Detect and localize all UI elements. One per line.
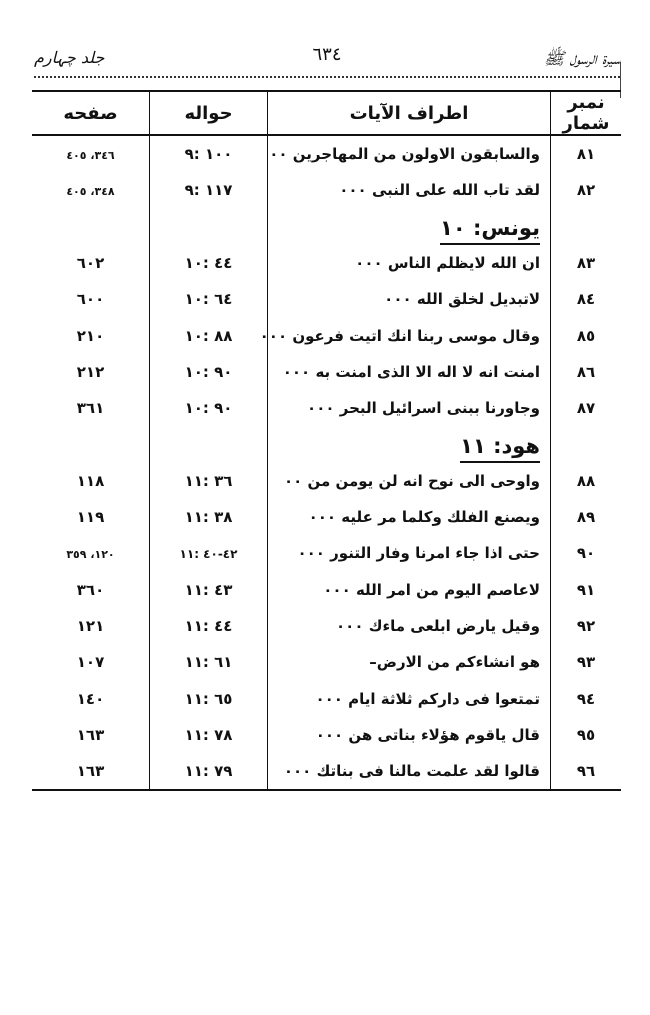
verse-opening: وقال موسى ربنا انك اتيت فرعون ٠٠٠ xyxy=(259,326,540,345)
empty-cell xyxy=(150,209,268,245)
column-header-verse: اطراف الآيات xyxy=(268,91,551,135)
empty-cell xyxy=(32,209,150,245)
page-references: ١١٨ xyxy=(76,471,105,490)
entry-number-cell xyxy=(551,753,622,790)
table-body xyxy=(32,135,621,790)
verse-reference-cell xyxy=(150,245,268,281)
verse-reference: ٩: ١١٧ xyxy=(184,181,233,200)
verse-opening-cell xyxy=(268,245,551,281)
entry-number: ٩٦ xyxy=(576,762,596,781)
verse-opening: لقد تاب الله على النبى ٠٠٠ xyxy=(339,181,540,200)
verse-opening: ويصنع الفلك وكلما مر عليه ٠٠٠ xyxy=(308,508,540,527)
entry-number: ٩١ xyxy=(576,580,596,599)
verse-opening: قال ياقوم هؤلاء بناتى هن ٠٠٠ xyxy=(315,725,540,744)
surah-heading-row xyxy=(32,426,621,462)
page-references: ٣٤٨، ٤٠٥ xyxy=(66,185,115,199)
page-references: ١٢٠، ٣٥٩ xyxy=(66,548,115,562)
table-row xyxy=(32,317,621,353)
entry-number-cell xyxy=(551,317,622,353)
verse-opening-cell xyxy=(268,463,551,499)
entry-number: ٨٢ xyxy=(576,181,596,200)
verse-reference: ١١: ٧٨ xyxy=(184,725,233,744)
verse-reference: ١١: ٦٥ xyxy=(184,689,233,708)
entry-number: ٨٧ xyxy=(576,399,596,418)
table-row xyxy=(32,608,621,644)
table-row xyxy=(32,281,621,317)
verse-reference-cell xyxy=(150,463,268,499)
page-references: ١٤٠ xyxy=(76,689,105,708)
verse-reference-cell xyxy=(150,390,268,426)
table-header-row xyxy=(32,91,621,135)
column-header-number: نمبر شمار xyxy=(551,91,622,135)
page-references-cell xyxy=(32,354,150,390)
entry-number-cell xyxy=(551,135,622,172)
page-references-cell xyxy=(32,281,150,317)
entry-number: ٩٠ xyxy=(576,544,596,563)
verse-reference-cell xyxy=(150,572,268,608)
page-references-cell xyxy=(32,463,150,499)
page-number: ٦٣٤ xyxy=(312,44,342,65)
entry-number: ٩٣ xyxy=(576,653,596,672)
verse-opening-cell xyxy=(268,172,551,208)
header-divider xyxy=(34,76,620,78)
verse-opening: حتى اذا جاء امرنا وفار التنور ٠٠٠ xyxy=(297,544,540,563)
verse-opening-cell xyxy=(268,354,551,390)
page-references: ١٢١ xyxy=(76,617,105,635)
page-references: ٢١٠ xyxy=(76,326,105,345)
verse-reference-cell xyxy=(150,317,268,353)
verse-opening: واوحى الى نوح انه لن يومن من ٠٠ xyxy=(283,471,540,490)
entry-number-cell xyxy=(551,463,622,499)
table-row xyxy=(32,644,621,680)
entry-number: ٨٥ xyxy=(576,326,596,345)
verse-opening-cell xyxy=(268,572,551,608)
verse-opening-cell xyxy=(268,644,551,680)
page-references-cell xyxy=(32,572,150,608)
entry-number-cell xyxy=(551,535,622,571)
book-title: سیرۃ الرسول ﷺ xyxy=(543,49,620,69)
empty-cell xyxy=(32,426,150,462)
verse-opening: وقيل يارض ابلعى ماءك ٠٠٠ xyxy=(336,617,540,635)
verse-opening-cell xyxy=(268,753,551,790)
page-references: ٢١٢ xyxy=(76,362,105,381)
entry-number: ٩٤ xyxy=(576,689,596,708)
entry-number-cell xyxy=(551,354,622,390)
verse-opening-cell xyxy=(268,535,551,571)
page-references: ٣٤٦، ٤٠٥ xyxy=(66,149,115,163)
table-row xyxy=(32,463,621,499)
table-row xyxy=(32,172,621,208)
page-references-cell xyxy=(32,172,150,208)
verse-opening: لاعاصم اليوم من امر الله ٠٠٠ xyxy=(323,580,540,599)
verse-opening-cell xyxy=(268,281,551,317)
verse-reference: ١١: ٤٣ xyxy=(184,580,233,599)
page-references-cell xyxy=(32,245,150,281)
page-references: ١٦٣ xyxy=(76,762,105,781)
verse-reference: ١١: ٦١ xyxy=(184,653,233,672)
table-row xyxy=(32,717,621,753)
page-references-cell xyxy=(32,644,150,680)
verse-reference-cell xyxy=(150,135,268,172)
verse-reference-cell xyxy=(150,753,268,790)
page-references-cell xyxy=(32,135,150,172)
volume-label: جلد چہارم xyxy=(34,48,105,67)
verse-opening: هو انشاءكم من الارض– xyxy=(369,653,540,672)
verse-reference: ٩: ١٠٠ xyxy=(184,145,233,164)
page-references-cell xyxy=(32,317,150,353)
verse-opening-cell xyxy=(268,608,551,644)
page-references: ٦٠٠ xyxy=(76,290,105,309)
verse-reference-cell xyxy=(150,644,268,680)
empty-cell xyxy=(551,209,622,245)
entry-number: ٨٩ xyxy=(576,508,596,527)
entry-number-cell xyxy=(551,390,622,426)
verse-opening: امنت انه لا اله الا الذى امنت به ٠٠٠ xyxy=(282,362,540,381)
verse-opening: لاتبديل لخلق الله ٠٠٠ xyxy=(384,290,540,309)
page-references-cell xyxy=(32,535,150,571)
surah-heading: هود: ١١ xyxy=(460,433,540,463)
entry-number-cell xyxy=(551,717,622,753)
verse-reference: ١١: ٣٦ xyxy=(184,471,233,490)
entry-number: ٨٦ xyxy=(576,362,596,381)
entry-number-cell xyxy=(551,680,622,716)
verse-reference-cell xyxy=(150,499,268,535)
verse-opening-cell xyxy=(268,390,551,426)
entry-number-cell xyxy=(551,644,622,680)
entry-number: ٩٥ xyxy=(576,725,596,744)
page-references: ١١٩ xyxy=(76,508,105,527)
verse-opening: ان الله لايظلم الناس ٠٠٠ xyxy=(355,254,540,273)
verse-index-table xyxy=(32,90,621,791)
verse-reference-cell xyxy=(150,717,268,753)
verse-opening: وجاورنا ببنى اسرائيل البحر ٠٠٠ xyxy=(307,399,540,418)
table-row xyxy=(32,535,621,571)
entry-number-cell xyxy=(551,499,622,535)
verse-reference-cell xyxy=(150,172,268,208)
verse-opening-cell xyxy=(268,717,551,753)
verse-opening: قالوا لقد علمت مالنا فى بناتك ٠٠٠ xyxy=(283,762,540,781)
entry-number: ٨٣ xyxy=(576,254,596,273)
table-row xyxy=(32,135,621,172)
page-references-cell xyxy=(32,680,150,716)
verse-reference: ١١: ٧٩ xyxy=(184,762,233,781)
verse-opening-cell xyxy=(268,135,551,172)
surah-heading-row xyxy=(32,209,621,245)
page-references: ٣٦٠ xyxy=(76,580,105,599)
page-header xyxy=(34,44,620,74)
column-header-page: صفحه xyxy=(32,91,150,135)
entry-number-cell xyxy=(551,172,622,208)
verse-opening-cell xyxy=(268,499,551,535)
page-references-cell xyxy=(32,753,150,790)
verse-opening: تمتعوا فى داركم ثلاثة ايام ٠٠٠ xyxy=(315,689,540,708)
page-references-cell xyxy=(32,608,150,644)
table-row xyxy=(32,245,621,281)
page-references-cell xyxy=(32,390,150,426)
entry-number: ٨٤ xyxy=(576,290,596,309)
table-row xyxy=(32,753,621,790)
surah-heading: يونس: ١٠ xyxy=(440,215,540,245)
verse-reference: ١٠: ٨٨ xyxy=(184,326,233,345)
verse-opening-cell xyxy=(259,317,551,353)
empty-cell xyxy=(551,426,622,462)
verse-reference: ١٠: ٤٤ xyxy=(184,254,233,273)
table-row xyxy=(32,680,621,716)
table-row xyxy=(32,354,621,390)
surah-heading-cell xyxy=(268,209,551,245)
verse-reference: ١١: ٣٨ xyxy=(184,508,233,527)
page-references-cell xyxy=(32,717,150,753)
entry-number: ٨١ xyxy=(576,145,596,164)
column-header-reference: حواله xyxy=(150,91,268,135)
verse-opening: والسابقون الاولون من المهاجرين ٠٠ xyxy=(269,145,540,164)
empty-cell xyxy=(150,426,268,462)
entry-number-cell xyxy=(551,572,622,608)
verse-reference: ١١: ٤٠-٤٢ xyxy=(179,547,238,562)
verse-opening-cell xyxy=(268,680,551,716)
table-row xyxy=(32,390,621,426)
entry-number: ٩٢ xyxy=(576,617,596,635)
surah-heading-cell xyxy=(268,426,551,462)
entry-number-cell xyxy=(551,245,622,281)
verse-reference: ١١: ٤٤ xyxy=(184,617,233,635)
table-row xyxy=(32,499,621,535)
page-references: ٦٠٢ xyxy=(76,254,105,273)
verse-reference: ١٠: ٩٠ xyxy=(184,399,233,418)
page-references: ١٦٣ xyxy=(76,725,105,744)
verse-reference: ١٠: ٩٠ xyxy=(184,362,233,381)
table-row xyxy=(32,572,621,608)
page-references: ٣٦١ xyxy=(76,399,105,418)
verse-reference-cell xyxy=(150,608,268,644)
entry-number-cell xyxy=(551,608,622,644)
verse-reference-cell xyxy=(150,680,268,716)
verse-reference: ١٠: ٦٤ xyxy=(184,290,233,309)
entry-number: ٨٨ xyxy=(576,471,596,490)
verse-reference-cell xyxy=(150,354,268,390)
page-references-cell xyxy=(32,499,150,535)
entry-number-cell xyxy=(551,281,622,317)
page-references: ١٠٧ xyxy=(76,653,105,672)
verse-reference-cell xyxy=(150,535,268,571)
verse-reference-cell xyxy=(150,281,268,317)
